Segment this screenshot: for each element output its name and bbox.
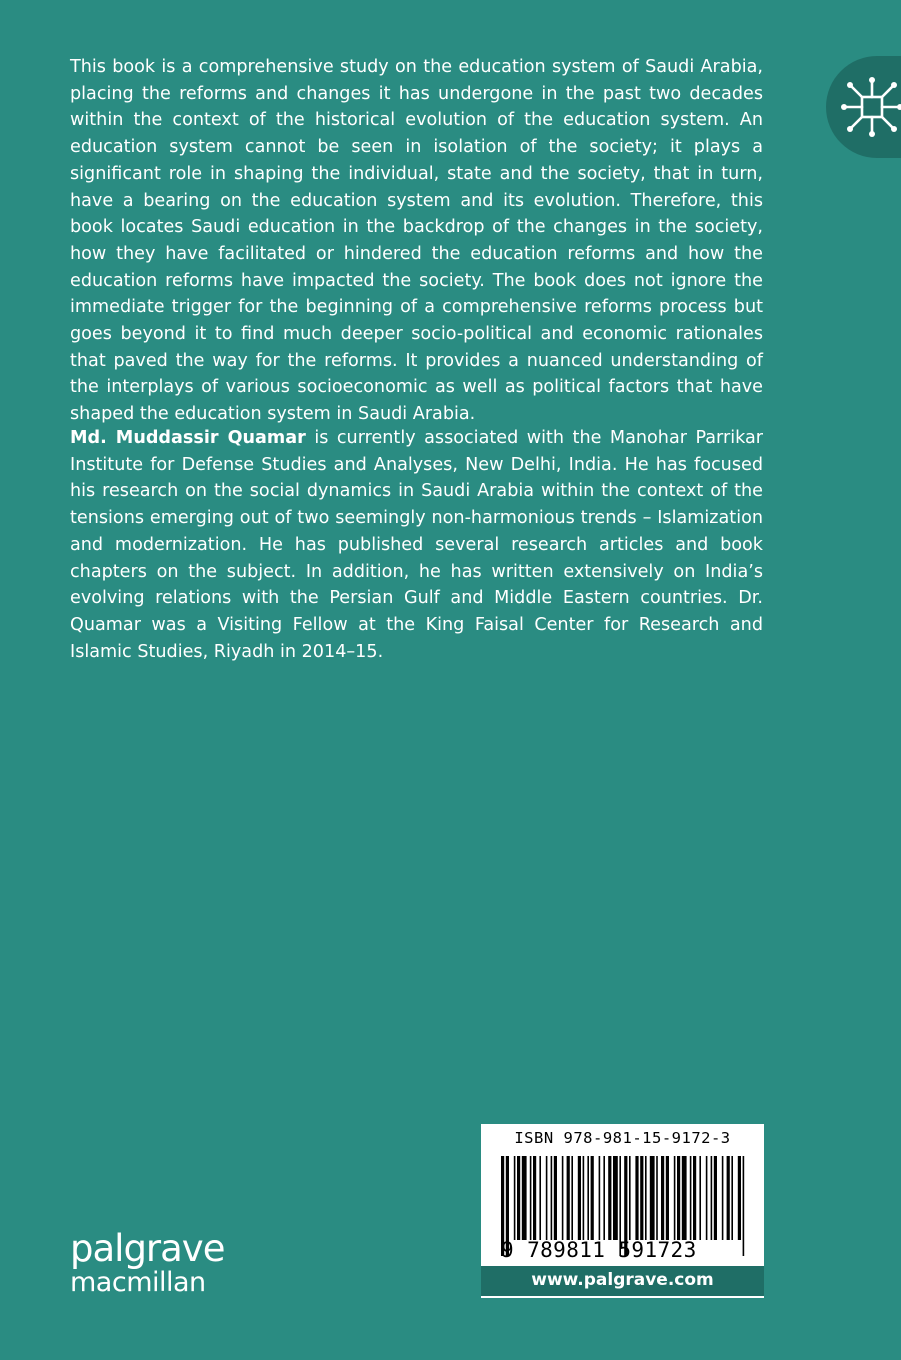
barcode-bar [578,1156,581,1240]
publisher-logo-line2: macmillan [70,1267,206,1298]
barcode-bar [656,1156,658,1240]
barcode-bar [693,1156,696,1240]
barcode-bar [514,1156,516,1240]
barcode-bar [661,1156,664,1240]
barcode-bar [731,1156,733,1240]
barcode-bar [591,1156,594,1240]
barcode-bar [517,1156,520,1240]
barcode-bar [690,1156,692,1240]
barcode-bar [677,1156,680,1240]
publisher-website: www.palgrave.com [481,1266,764,1298]
barcode-bar [562,1156,564,1240]
barcode-bar [699,1156,701,1240]
barcode-bar [727,1156,730,1240]
barcode-bar [613,1156,618,1240]
book-description: This book is a comprehensive study on the education system of Saudi Arabia, placing the reforms and changes it has undergone in the past two decades within the context of the historical evolution of the education system. An education system cannot be seen in isolation of the society; it plays a significant role in shaping the individual, state and the society, that in turn, have a bearing on the education system and its evolution. Therefore, this book locates Saudi education in the backdrop of the changes in the society, how they have facilitated or hindered the education reforms and how the education reforms have impacted the society. The book does not ignore the immediate trigger for the beginning of a comprehensive reforms process but goes beyond it to find much deeper socio-political and economic rationales that paved the way for the reforms. It provides a nuanced understanding of the interplays of various socioeconomic as well as political factors that have shaped the education system in Saudi Arabia. [70,57,763,425]
isbn-label: ISBN 978-981-15-9172-3 [514,1129,731,1147]
barcode-bar [714,1156,717,1240]
barcode-bar [571,1156,573,1240]
barcode-bar [645,1156,647,1240]
barcode-bar [539,1156,541,1240]
barcode-bar [666,1156,669,1240]
barcode-bar [629,1156,631,1240]
isbn-barcode-box [481,1124,764,1266]
circuit-network-icon [840,75,901,139]
barcode-bar [706,1156,708,1240]
barcode-bar [554,1156,557,1240]
barcode-bar [711,1156,713,1240]
barcode-bar [635,1156,638,1240]
publisher-emblem-tab [826,56,901,158]
barcode-bar [738,1156,741,1240]
barcode-bar [533,1156,536,1240]
barcode-bar [599,1156,601,1240]
barcode-bar [682,1156,687,1240]
barcode-bar [608,1156,611,1240]
barcode-bar [583,1156,585,1240]
barcode-bar [567,1156,570,1240]
barcode-bar [722,1156,724,1240]
barcode-bar [587,1156,589,1240]
author-bio [70,425,763,665]
publisher-logo-line1: palgrave [70,1227,225,1270]
barcode-bar [603,1156,605,1240]
barcode-bar [674,1156,676,1240]
barcode-bar [530,1156,532,1240]
barcode-bar [522,1156,527,1240]
barcode-digits: 9 789811 591723 [501,1238,697,1262]
barcode-bar [551,1156,553,1240]
publisher-logo [70,1227,225,1298]
barcode-bar [640,1156,643,1240]
author-name: Md. Muddassir Quamar [70,428,306,448]
author-bio-text: is currently associated with the Manohar Parrikar Institute for Defense Studies and Analyses, New Delhi, India. He has focused his research on the social dynamics in Saudi Arabia within the context of the tensions emerging out of two seemingly non-harmonious trends – Islamization and modernization. He has published several research articles and book chapters on the subject. In addition, he has written extensively on India’s evolving relations with the Persian Gulf and Middle Eastern countries. Dr. Quamar was a Visiting Fellow at the King Faisal Center for Research and Islamic Studies, Riyadh in 2014–15. [70,428,763,662]
barcode-bar [650,1156,655,1240]
barcode-bar [546,1156,548,1240]
